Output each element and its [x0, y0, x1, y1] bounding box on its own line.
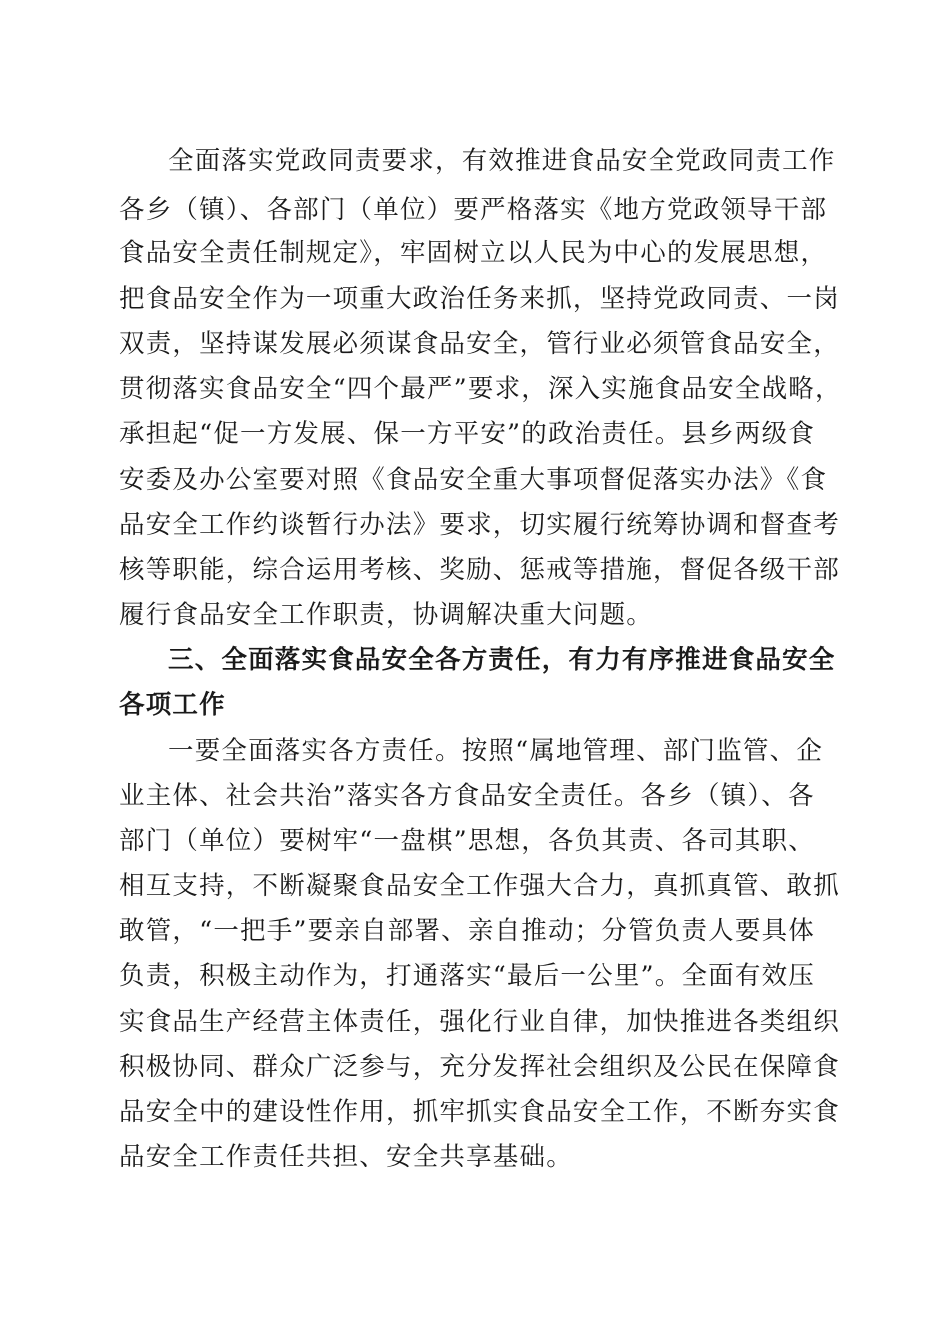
- section-heading-line-1: 三、全面落实食品安全各方责任，有力有序推进食品安全: [168, 645, 836, 675]
- paragraph-1-line-5: 双责，坚持谋发展必须谋食品安全，管行业必须管食品安全，: [119, 329, 840, 359]
- paragraph-2-line-5: 敢管，“一把手”要亲自部署、亲自推动；分管负责人要具体: [119, 916, 815, 946]
- paragraph-2-line-4: 相互支持，不断凝聚食品安全工作强大合力，真抓真管、敢抓: [119, 871, 840, 901]
- paragraph-1-line-6: 贯彻落实食品安全“四个最严”要求，深入实施食品安全战略，: [119, 374, 842, 404]
- section-heading-line-2: 各项工作: [119, 690, 226, 720]
- paragraph-1-line-10: 核等职能，综合运用考核、奖励、惩戒等措施，督促各级干部: [119, 555, 840, 585]
- paragraph-1-line-7: 承担起“促一方发展、保一方平安”的政治责任。县乡两级食: [119, 419, 815, 449]
- paragraph-2-line-8: 积极协同、群众广泛参与，充分发挥社会组织及公民在保障食: [119, 1052, 840, 1082]
- paragraph-2-line-7: 实食品生产经营主体责任，强化行业自律，加快推进各类组织: [119, 1007, 840, 1037]
- paragraph-1-line-1: 全面落实党政同责要求，有效推进食品安全党政同责工作: [168, 146, 836, 176]
- paragraph-2-line-10: 品安全工作责任共担、安全共享基础。: [119, 1142, 573, 1172]
- paragraph-1-line-3: 食品安全责任制规定》，牢固树立以人民为中心的发展思想，: [119, 238, 828, 268]
- paragraph-1-line-4: 把食品安全作为一项重大政治任务来抓，坚持党政同责、一岗: [119, 284, 840, 314]
- paragraph-2-line-1: 一要全面落实各方责任。按照“属地管理、部门监管、企: [168, 736, 824, 766]
- paragraph-2-line-6: 负责，积极主动作为，打通落实“最后一公里”。全面有效压: [119, 961, 815, 991]
- paragraph-1-line-2: 各乡（镇）、各部门（单位）要严格落实《地方党政领导干部: [119, 195, 828, 225]
- paragraph-1-line-8: 安委及办公室要对照《食品安全重大事项督促落实办法》《食: [119, 465, 828, 495]
- paragraph-1-line-9: 品安全工作约谈暂行办法》要求，切实履行统筹协调和督查考: [119, 510, 840, 540]
- paragraph-2-line-9: 品安全中的建设性作用，抓牢抓实食品安全工作，不断夯实食: [119, 1097, 840, 1127]
- paragraph-1-line-11: 履行食品安全工作职责，协调解决重大问题。: [119, 600, 654, 630]
- paragraph-2-line-2: 业主体、社会共治”落实各方食品安全责任。各乡（镇）、各: [119, 781, 815, 811]
- paragraph-2-line-3: 部门（单位）要树牢“一盘棋”思想，各负其责、各司其职、: [119, 826, 815, 856]
